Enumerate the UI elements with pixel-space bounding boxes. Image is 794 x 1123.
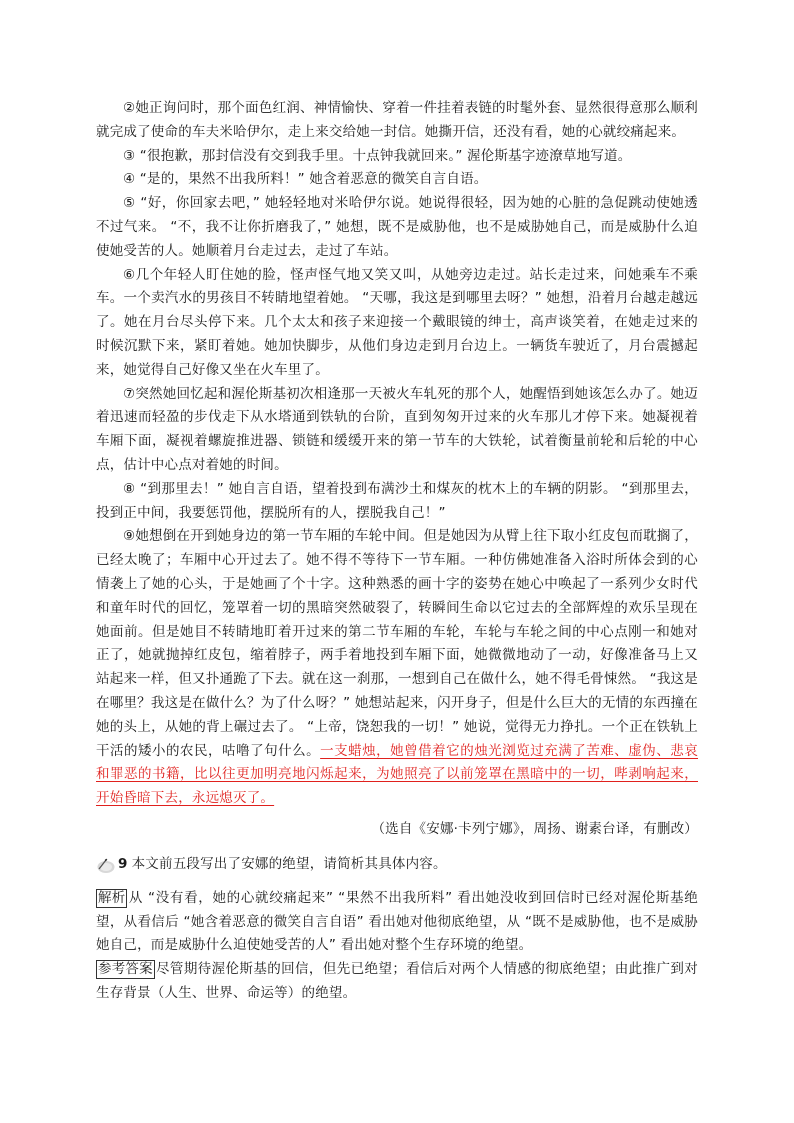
paragraph-4: ④ “是的，果然不出我所料！” 她含着恶意的微笑自言自语。 xyxy=(123,171,488,188)
paragraph-9 xyxy=(96,525,698,811)
reading-passage xyxy=(96,97,698,842)
answer-tag: 参考答案 xyxy=(98,961,153,978)
paragraph-5: ⑤ “好，你回家去吧，” 她轻轻地对米哈伊尔说。她说得很轻，因为她的心脏的急促跳动使她透不过气来。 “不，我不让你折磨我了，” 她想，既不是威胁他，也不是威胁她自己，而是威胁什么迫使她受苦的人。她顺着月台走过去，走过了车站。 xyxy=(96,195,698,259)
analysis-tag: 解析 xyxy=(98,889,126,906)
question-text: 本文前五段写出了安娜的绝望，请简析其具体内容。 xyxy=(131,856,447,872)
paragraph-2: ②她正询问时，那个面色红润、神情愉快、穿着一件挂着表链的时髦外套、显然很得意那么顺利就完成了使命的车夫米哈伊尔，走上来交给她一封信。她撕开信，还没有看，她的心就绞痛起来。 xyxy=(96,100,698,140)
paragraph-8: ⑧ “到那里去！” 她自言自语，望着投到布满沙土和煤灰的枕木上的车辆的阴影。 “到那里去，投到正中间，我要惩罚他，摆脱所有的人，摆脱我自己！” xyxy=(96,480,698,521)
paragraph-9-text: ⑨她想倒在开到她身边的第一节车厢的车轮中间。但是她因为从臂上往下取小红皮包而耽搁了，已经太晚了；车厢中心开过去了。她不得不等待下一节车厢。一种仿佛她准备入浴时所体会到的心情袭上了她的心头，于是她画了个十字。这种熟悉的画十字的姿势在她心中唤起了一系列少女时代和童年时代的回忆，笼罩着一切的黑暗突然破裂了，转瞬间生命以它过去的全部辉煌的欢乐呈现在她面前。但是她目不转睛地盯着开过来的第二节车厢的车轮，车轮与车轮之间的中心点刚一和她对正了，她就抛掉红皮包，缩着脖子，两手着地投到车厢下面，她微微地动了一动，好像准备马上又站起来一样，但又扑通跪了下去。就在这一刹那，一想到自己在做什么，她不得毛骨悚然。 “我这是在哪里？我这是在做什么？为了什么呀？” 她想站起来，闪开身子，但是什么巨大的无情的东西撞在她的头上，从她的背上碾过去了。 “上帝，饶恕我的一切！” 她说，觉得无力挣扎。一个正在铁轨上干活的矮小的农民，咕噜了句什么。 xyxy=(96,528,698,759)
analysis-text: 从 “没有看，她的心就绞痛起来” “果然不出我所料” 看出她没收到回信时已经对渥伦斯基绝望，从看信后 “她含着恶意的微笑自言自语” 看出她对他彻底绝望，从 “既不是威胁他，也不是威胁她自己，而是威胁什么迫使她受苦的人” 看出她对整个生存环境的绝望。 xyxy=(96,889,698,954)
analysis-block xyxy=(96,887,698,958)
question-section xyxy=(96,853,698,1006)
highlighted-sentence: 一支蜡烛，她曾借着它的烛光浏览过充满了苦难、虚伪、悲哀和罪恶的书籍，比以往更加明亮地闪烁起来，为她照亮了以前笼罩在黑暗中的一切，哔剥响起来，开始昏暗下去，永远熄灭了。 xyxy=(96,742,699,807)
paragraph-3: ③ “很抱歉，那封信没有交到我手里。十点钟我就回来。” 渥伦斯基字迹潦草地写道。 xyxy=(123,147,632,164)
question-9 xyxy=(96,853,698,877)
paragraph-7: ⑦突然她回忆起和渥伦斯基初次相逢那一天被火车轧死的那个人，她醒悟到她该怎么办了。她迈着迅速而轻盈的步伐走下从水塔通到铁轨的台阶，直到匆匆开过来的火车那儿才停下来。她凝视着车厢下面，凝视着螺旋推进器、锁链和缓缓开来的第一节车的大铁轮，试着衡量前轮和后轮的中心点，估计中心点对着她的时间。 xyxy=(96,385,698,473)
source-citation: （选自《安娜·卡列宁娜》，周扬、谢素台译，有删改） xyxy=(371,820,698,837)
answer-text: 尽管期待渥伦斯基的回信，但先已绝望；看信后对两个人情感的彻底绝望；由此推广到对生存背景（人生、世界、命运等）的绝望。 xyxy=(96,961,698,1001)
pencil-note-icon xyxy=(96,856,116,874)
paragraph-6: ⑥几个年轻人盯住她的脸，怪声怪气地又笑又叫，从她旁边走过。站长走过来，问她乘车不乘车。一个卖汽水的男孩目不转睛地望着她。 “天哪，我这是到哪里去呀？” 她想，沿着月台越走越远了。她在月台尽头停下来。几个太太和孩子来迎接一个戴眼镜的绅士，高声谈笑着，在她走过来的时候沉默下来，紧盯着她。她加快脚步，从他们身边走到月台边上。一辆货车驶近了，月台震撼起来，她觉得自己好像又坐在火车里了。 xyxy=(96,266,698,378)
answer-block xyxy=(96,958,698,1006)
question-number: 9 xyxy=(118,856,128,872)
